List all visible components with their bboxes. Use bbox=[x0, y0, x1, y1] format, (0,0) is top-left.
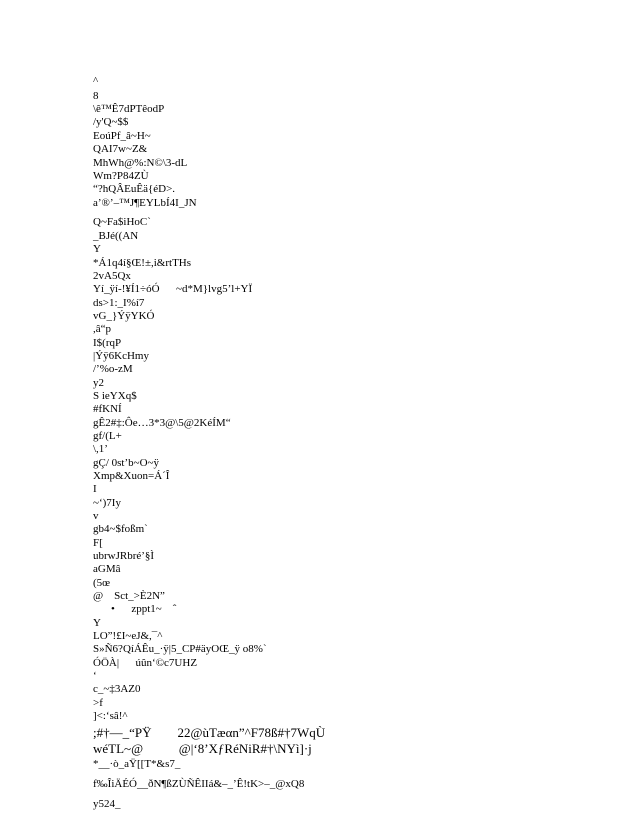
text-line: gf/(L+ bbox=[93, 430, 122, 442]
text-line: QAI7w~Z& bbox=[93, 143, 148, 155]
text-line: \,1’ bbox=[93, 443, 108, 455]
text-line: ^ bbox=[93, 75, 99, 87]
text-line: Xmp&Xuon=Á´Î bbox=[93, 470, 170, 482]
text-line: \ê™Ê7dPTêodP bbox=[93, 103, 165, 115]
text-line: Y bbox=[93, 617, 101, 629]
text-line: LO”!£I~eJ&,¯^ bbox=[93, 630, 163, 642]
text-line: 8 bbox=[93, 90, 99, 102]
text-line: ubrwJRbré’§Ì bbox=[93, 550, 155, 562]
text-line: S»Ñ6?QíÁÊu_·ÿ|5_CP#äyOŒ_ÿ o8%` bbox=[93, 643, 267, 655]
text-line: _BJé((AN bbox=[93, 230, 139, 242]
text-line: aGMâ bbox=[93, 563, 121, 575]
text-line: gb4~$foßm` bbox=[93, 523, 148, 535]
text-line: ds>1:_I%í7 bbox=[93, 297, 145, 309]
text-line: S ieYXq$ bbox=[93, 390, 137, 402]
text-line: ]<:‘sâ!^ bbox=[93, 710, 128, 722]
bullet-line: • zppt1~ ˆ bbox=[111, 603, 177, 615]
text-line: >f bbox=[93, 697, 103, 709]
text-line: f‰ÎiÄÉÓ__ðN¶ßZÙÑÊIIá&–_’Ê!tK>–_@xQ8 bbox=[93, 778, 305, 790]
text-line: |Ýÿ6KcHmy bbox=[93, 350, 149, 362]
text-line: #fKNÍ bbox=[93, 403, 122, 415]
text-line: I bbox=[93, 483, 97, 495]
text-line: y524_ bbox=[93, 798, 121, 810]
text-line: *__·ò_aŸ[[T*&s7_ bbox=[93, 758, 181, 770]
text-line: ‘ bbox=[93, 670, 97, 682]
text-line: F[ bbox=[93, 537, 103, 549]
text-line: “?hQÂEuÊä{éD>. bbox=[93, 183, 176, 195]
text-line: /y'Q~$$ bbox=[93, 116, 129, 128]
text-line: wéTL~@ @|‘8’XƒRéNiR#†\NYì]·j bbox=[93, 741, 312, 756]
text-line: EoúPf_â~H~ bbox=[93, 130, 151, 142]
text-line: Y bbox=[93, 243, 101, 255]
text-line: *Á1q4í§Œ!±,i&rtTHs bbox=[93, 257, 192, 269]
text-line: @ Sct_>È2N” bbox=[93, 590, 165, 602]
text-line: v bbox=[93, 510, 99, 522]
text-line: Wm?P84ZÙ bbox=[93, 170, 149, 182]
text-line: gÇ/ 0st’b~O~ÿ bbox=[93, 457, 159, 469]
text-line: ;#†—_“PŸ 22@ùTæαn”^F78ß#†7WqÙ bbox=[93, 725, 326, 740]
text-line: Yí_ÿí-!¥Í1÷óÓ ~d*M}lvg5’l+YÏ bbox=[93, 283, 253, 295]
text-line: 2vA5Qx bbox=[93, 270, 131, 282]
text-line: c_~‡3AZ0 bbox=[93, 683, 141, 695]
text-line: ,â“p bbox=[93, 323, 112, 335]
text-line: MhWh@%:N©\3-dL bbox=[93, 157, 188, 169]
text-line: vG_}ÝÿYKÓ bbox=[93, 310, 155, 322]
text-line: gÊ2#‡:Ôe…3*3@\5@2KéÍM“ bbox=[93, 417, 231, 429]
text-line: (5œ bbox=[93, 577, 111, 589]
text-line: a’®’–™J¶EYLbÍ4I_JN bbox=[93, 197, 197, 209]
text-line: Q~Fa$iHoC` bbox=[93, 216, 151, 228]
text-line: ÓÖÀ| úûn‘©c7UHZ bbox=[93, 657, 198, 669]
text-line: y2 bbox=[93, 377, 104, 389]
text-line: I$(rqP bbox=[93, 337, 122, 349]
text-line: /’%o-zM bbox=[93, 363, 133, 375]
text-line: ~‘)7Iy bbox=[93, 497, 121, 509]
